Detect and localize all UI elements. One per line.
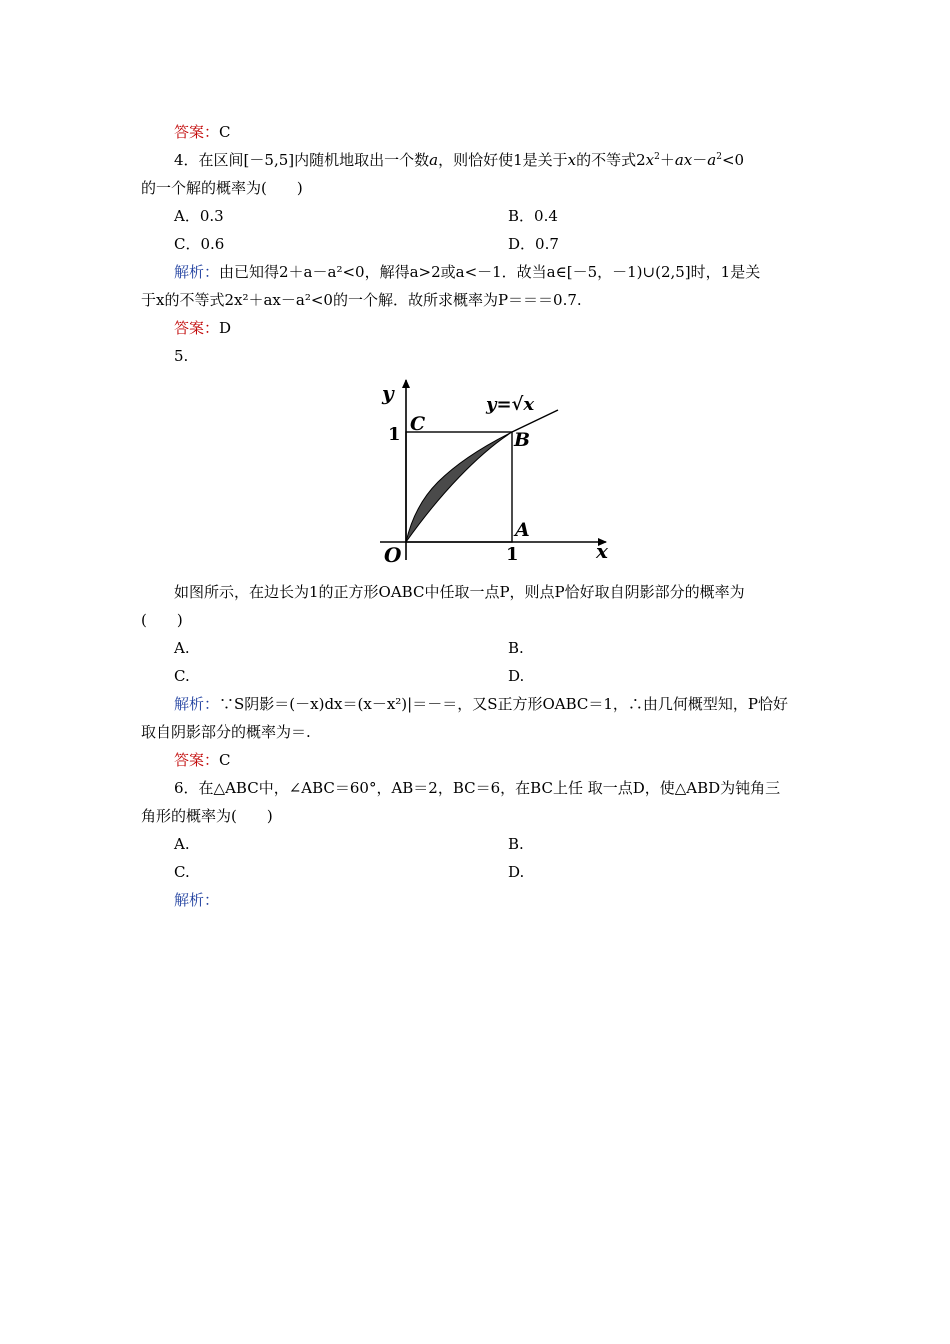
answer-value: D — [219, 319, 232, 337]
analysis-label: 解析： — [174, 263, 220, 281]
curve-label: y=√x — [486, 394, 535, 415]
answer-label: 答案： — [174, 751, 220, 769]
point-b-label: B — [514, 429, 531, 451]
q4-stem-text: 的不等式2 — [576, 151, 646, 169]
q6-option-c: C. — [174, 863, 190, 881]
answer-label: 答案： — [174, 319, 220, 337]
answer-label: 答案： — [174, 123, 220, 141]
y-axis-label: y — [382, 381, 394, 405]
q5-figure — [368, 376, 618, 568]
q4-answer — [174, 318, 846, 338]
tick-x-1: 1 — [506, 544, 519, 565]
q5-stem-line1: 如图所示，在边长为1的正方形OABC中任取一点P，则点P恰好取自阴影部分的概率为 — [174, 583, 745, 601]
q6-stem-line1: 6．在△ABC中，∠ABC＝60°，AB＝2，BC＝6，在BC上任 取一点D，使△ABD为钝角三 — [174, 779, 781, 797]
q5-analysis-line2: 取自阴影部分的概率为＝. — [141, 723, 311, 741]
q5-number: 5. — [174, 347, 189, 365]
q6-option-d: D. — [508, 863, 525, 881]
var-a: a — [429, 151, 439, 169]
q6-option-b: B. — [508, 835, 524, 853]
q4-option-a: A．0.3 — [174, 207, 224, 225]
var-x: x — [567, 151, 577, 169]
answer-value: C — [219, 123, 231, 141]
q5-option-c: C. — [174, 667, 190, 685]
q4-stem-text: 4．在区间[－5,5]内随机地取出一个数 — [174, 151, 430, 169]
inequality: x — [645, 151, 655, 169]
q4-option-c: C．0.6 — [174, 235, 225, 253]
q4-analysis-line2: 于x的不等式2x²＋ax－a²<0的一个解．故所求概率为P＝＝＝0.7. — [141, 291, 582, 309]
analysis-label: 解析： — [174, 891, 220, 909]
x-axis-label: x — [596, 539, 608, 563]
answer-value: C — [219, 751, 231, 769]
q5-option-a: A. — [174, 639, 190, 657]
shaded-region — [406, 432, 512, 542]
q5-answer — [174, 750, 846, 770]
tick-y-1: 1 — [388, 424, 401, 445]
q4-stem-line1: 4．在区间[－5,5]内随机地取出一个数a，则恰好使1是关于x的不等式$2x^2+ax-a^2<0$ — [174, 151, 745, 169]
point-a-label: A — [515, 519, 530, 541]
q4-stem-line2: 的一个解的概率为( ) — [141, 179, 303, 197]
q6-analysis — [174, 890, 846, 910]
q4-option-d: D．0.7 — [508, 235, 559, 253]
q5-stem-line2: ( ) — [141, 611, 183, 629]
q5-option-b: B. — [508, 639, 524, 657]
point-c-label: C — [410, 413, 426, 435]
analysis-text: 由已知得2＋a－a²<0，解得a>2或a<－1．故当a∈[－5，－1)∪(2,5]时，1是关 — [219, 263, 761, 281]
q3-answer — [174, 122, 846, 142]
square-oabc — [406, 432, 512, 542]
q6-stem-line2: 角形的概率为( ) — [141, 807, 273, 825]
q5-option-d: D. — [508, 667, 525, 685]
origin-label: O — [384, 543, 402, 567]
q4-analysis-line1 — [174, 262, 846, 282]
q5-analysis-line1 — [174, 694, 846, 714]
q4-stem-text: ，则恰好使1是关于 — [438, 151, 568, 169]
analysis-text: ∵S阴影＝(－x)dx＝(x－x²)|＝－＝，又S正方形OABC＝1，∴由几何概型知，P恰好 — [219, 695, 789, 713]
analysis-label: 解析： — [174, 695, 220, 713]
q4-option-b: B．0.4 — [508, 207, 558, 225]
q6-option-a: A. — [174, 835, 190, 853]
